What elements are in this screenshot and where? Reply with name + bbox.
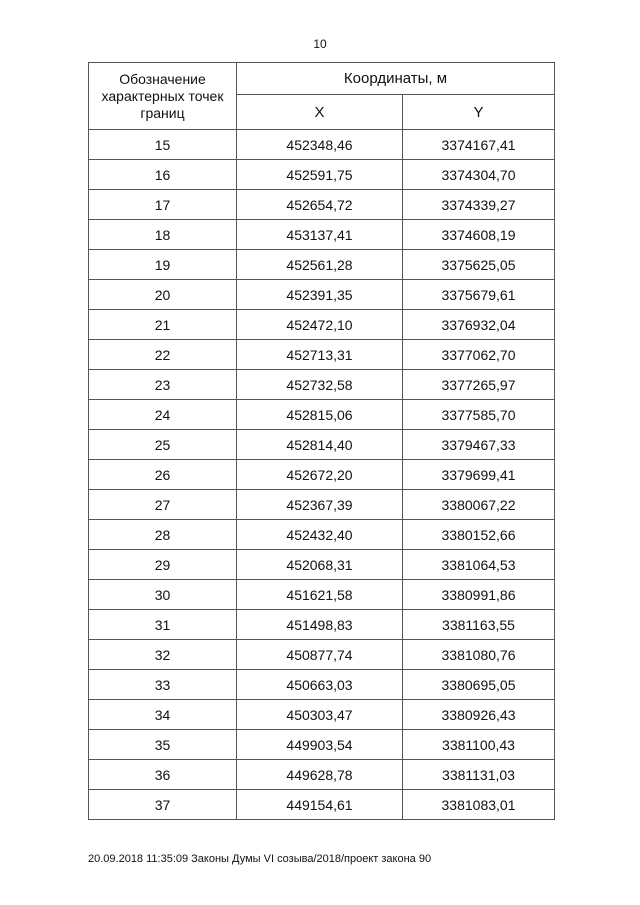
cell-x: 449628,78 — [237, 760, 403, 790]
table-row — [89, 460, 555, 490]
cell-point: 29 — [89, 550, 237, 580]
cell-x: 452591,75 — [237, 160, 403, 190]
header-coordinates: Координаты, м — [237, 63, 555, 95]
cell-x: 449903,54 — [237, 730, 403, 760]
cell-x: 450303,47 — [237, 700, 403, 730]
cell-point: 28 — [89, 520, 237, 550]
table-row — [89, 730, 555, 760]
cell-y: 3375625,05 — [403, 250, 555, 280]
coordinates-table — [88, 62, 555, 820]
cell-x: 452391,35 — [237, 280, 403, 310]
cell-point: 15 — [89, 130, 237, 160]
table-row — [89, 130, 555, 160]
table-row — [89, 790, 555, 820]
cell-y: 3380067,22 — [403, 490, 555, 520]
cell-point: 25 — [89, 430, 237, 460]
cell-x: 453137,41 — [237, 220, 403, 250]
cell-y: 3375679,61 — [403, 280, 555, 310]
table-row — [89, 430, 555, 460]
cell-point: 33 — [89, 670, 237, 700]
cell-y: 3380152,66 — [403, 520, 555, 550]
table-row — [89, 580, 555, 610]
cell-x: 452672,20 — [237, 460, 403, 490]
cell-point: 31 — [89, 610, 237, 640]
cell-y: 3380991,86 — [403, 580, 555, 610]
table-row — [89, 610, 555, 640]
cell-y: 3381064,53 — [403, 550, 555, 580]
table-row — [89, 340, 555, 370]
cell-y: 3374167,41 — [403, 130, 555, 160]
cell-x: 452472,10 — [237, 310, 403, 340]
header-x: X — [237, 95, 403, 130]
cell-point: 21 — [89, 310, 237, 340]
header-y: Y — [403, 95, 555, 130]
table-row — [89, 490, 555, 520]
table-row — [89, 160, 555, 190]
footer-stamp: 20.09.2018 11:35:09 Законы Думы VI созыва/2018/проект закона 90 — [88, 853, 432, 865]
header-point-label: Обозначение характерных точек границ — [89, 63, 237, 130]
cell-y: 3377062,70 — [403, 340, 555, 370]
cell-x: 450663,03 — [237, 670, 403, 700]
table-row — [89, 550, 555, 580]
cell-x: 452432,40 — [237, 520, 403, 550]
cell-y: 3374304,70 — [403, 160, 555, 190]
cell-y: 3374608,19 — [403, 220, 555, 250]
cell-point: 35 — [89, 730, 237, 760]
cell-x: 452713,31 — [237, 340, 403, 370]
cell-y: 3380926,43 — [403, 700, 555, 730]
table-row — [89, 520, 555, 550]
table-row — [89, 280, 555, 310]
cell-x: 452815,06 — [237, 400, 403, 430]
cell-x: 452068,31 — [237, 550, 403, 580]
cell-point: 16 — [89, 160, 237, 190]
cell-y: 3381131,03 — [403, 760, 555, 790]
table-row — [89, 310, 555, 340]
cell-point: 24 — [89, 400, 237, 430]
cell-y: 3380695,05 — [403, 670, 555, 700]
cell-x: 452814,40 — [237, 430, 403, 460]
cell-point: 37 — [89, 790, 237, 820]
cell-point: 34 — [89, 700, 237, 730]
cell-x: 452348,46 — [237, 130, 403, 160]
cell-y: 3376932,04 — [403, 310, 555, 340]
cell-point: 36 — [89, 760, 237, 790]
table-row — [89, 190, 555, 220]
cell-x: 451498,83 — [237, 610, 403, 640]
cell-y: 3381163,55 — [403, 610, 555, 640]
cell-y: 3381080,76 — [403, 640, 555, 670]
cell-point: 17 — [89, 190, 237, 220]
cell-x: 449154,61 — [237, 790, 403, 820]
cell-y: 3379467,33 — [403, 430, 555, 460]
table-row — [89, 220, 555, 250]
cell-point: 26 — [89, 460, 237, 490]
cell-y: 3381100,43 — [403, 730, 555, 760]
cell-x: 452654,72 — [237, 190, 403, 220]
cell-point: 32 — [89, 640, 237, 670]
cell-point: 22 — [89, 340, 237, 370]
cell-x: 452561,28 — [237, 250, 403, 280]
cell-y: 3377585,70 — [403, 400, 555, 430]
table-row — [89, 640, 555, 670]
table-row — [89, 670, 555, 700]
cell-x: 452732,58 — [237, 370, 403, 400]
cell-x: 452367,39 — [237, 490, 403, 520]
cell-point: 23 — [89, 370, 237, 400]
cell-y: 3379699,41 — [403, 460, 555, 490]
table-row — [89, 250, 555, 280]
table-row — [89, 760, 555, 790]
cell-point: 19 — [89, 250, 237, 280]
table-row — [89, 700, 555, 730]
cell-point: 20 — [89, 280, 237, 310]
cell-point: 30 — [89, 580, 237, 610]
cell-y: 3374339,27 — [403, 190, 555, 220]
cell-point: 27 — [89, 490, 237, 520]
cell-x: 450877,74 — [237, 640, 403, 670]
cell-y: 3381083,01 — [403, 790, 555, 820]
table-row — [89, 400, 555, 430]
table-row — [89, 370, 555, 400]
cell-x: 451621,58 — [237, 580, 403, 610]
cell-point: 18 — [89, 220, 237, 250]
cell-y: 3377265,97 — [403, 370, 555, 400]
page-number: 10 — [313, 37, 327, 51]
